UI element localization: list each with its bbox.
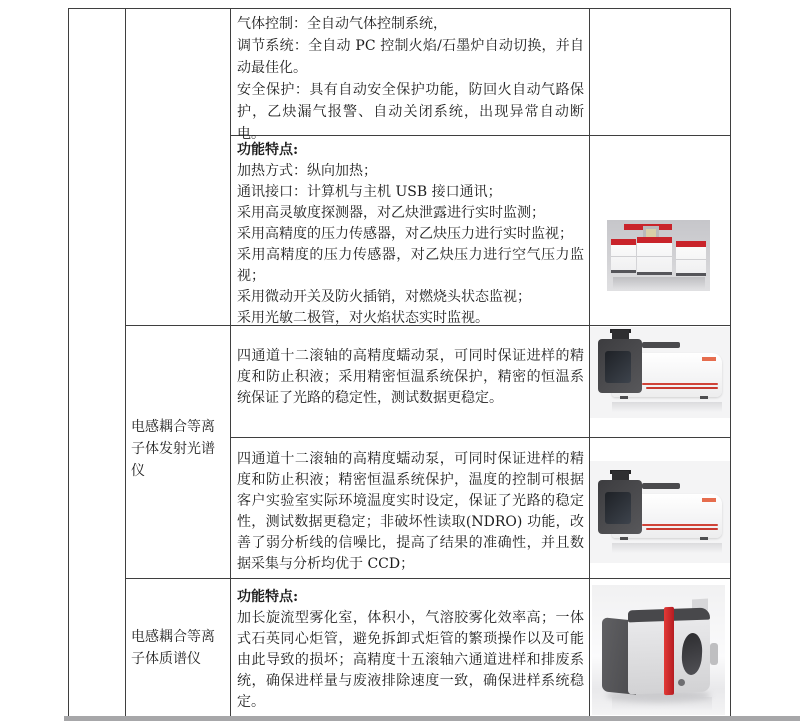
icp-oes-instrument-photo-2 [590, 461, 730, 563]
table-border-col1-left [68, 8, 69, 718]
ms-photo-port-circle [678, 679, 685, 686]
aas-feature-item: 采用微动开关及防火插销，对燃烧头状态监视； [237, 289, 531, 305]
oes-photo-foot [620, 396, 628, 399]
aas-feature-item: 采用高精度的压力传感器，对乙炔压力进行实时监视； [237, 226, 573, 242]
oes-photo-dark-housing [598, 480, 642, 534]
icp-ms-instrument-photo [592, 585, 725, 715]
oes-photo-foot [620, 537, 628, 540]
ms-photo-red-band [664, 607, 674, 695]
oes-photo-red-stripe [642, 524, 718, 526]
table-border-top [68, 8, 731, 9]
aas-photo-seam [637, 256, 672, 257]
aas-photo-right-cabinet [676, 241, 706, 276]
oes-photo-foot [700, 396, 708, 399]
icp-oes-label: 电感耦合等离子体发射光谱仪 [131, 419, 215, 479]
aas-photo-seam [611, 256, 636, 257]
aas-photo-red-top [676, 241, 706, 247]
page-bottom-cut-bar [64, 716, 800, 721]
aas-photo-left-cabinet [611, 239, 636, 273]
icp-oes-row2-cell [237, 449, 584, 575]
oes-photo-dark-housing [598, 339, 642, 393]
table-border-col3-left [230, 8, 231, 718]
oes-photo-red-stripe [642, 383, 718, 385]
aas-adjust-system-line: 调节系统：全自动 PC 控制火焰/石墨炉自动切换，并自动最佳化。 [237, 38, 584, 76]
icp-ms-features-cell [237, 587, 584, 713]
oes-photo-top-deck [642, 342, 680, 348]
table-border-right [730, 8, 731, 718]
aas-photo-red-top [637, 237, 672, 243]
aas-safety-line: 安全保护：具有自动安全保护功能，防回火自动气路保护，乙炔漏气报警、自动关闭系统，出现异常自动断电。 [237, 82, 584, 142]
aas-gas-control-cell [237, 13, 584, 145]
icp-ms-features-heading: 功能特点: [237, 589, 299, 605]
oes-photo-brand-logo [702, 498, 716, 502]
aas-feature-item: 采用高精度的压力传感器，对乙炔压力进行空气压力监视； [237, 247, 584, 284]
icp-oes-row1-text: 四通道十二滚轴的高精度蠕动泵，可同时保证进样的精度和防止积液；采用精密恒温系统保护，精密的恒温系统保证了光路的稳定性，测试数据更稳定。 [237, 348, 584, 406]
oes-photo-foot [700, 537, 708, 540]
oes-photo-reflection [612, 402, 722, 412]
aas-gas-control-line: 气体控制：全自动气体控制系统， [237, 16, 447, 32]
oes-photo-sample-window [605, 351, 631, 383]
aas-feature-item: 通讯接口：计算机与主机 USB 接口通讯； [237, 184, 502, 200]
oes-photo-reflection [612, 543, 722, 553]
table-border-col2-left [125, 8, 126, 718]
aas-features-cell [237, 140, 584, 329]
aas-feature-item: 加热方式：纵向加热； [237, 163, 377, 179]
aas-photo-seam [676, 259, 706, 260]
icp-oes-row1-cell [237, 346, 584, 409]
icp-ms-features-text: 加长旋流型雾化室，体积小，气溶胶雾化效率高；一体式石英同心炬管，避免拆卸式炬管的繁琐操作以及可能由此导致的损坏；高精度十五滚轴六通道进样和排废系统，确保进样量与废液排除速度一致，确保进样系统稳定。 [237, 610, 584, 710]
aas-photo-red-top [611, 239, 636, 245]
oes-photo-brand-logo [702, 357, 716, 361]
ms-photo-reflection [612, 697, 712, 711]
icp-ms-label: 电感耦合等离子体质谱仪 [131, 629, 215, 667]
oes-photo-sample-window [605, 492, 631, 524]
table-row-divider-4 [125, 578, 731, 579]
oes-photo-top-deck [642, 483, 680, 489]
ms-photo-side-attachment [710, 643, 718, 665]
icp-oes-photo-art [590, 468, 730, 559]
oes-photo-red-stripe [646, 387, 718, 389]
aas-features-heading: 功能特点: [237, 142, 299, 158]
icp-oes-photo-art [590, 327, 730, 418]
aas-feature-item: 采用光敏二极管，对火焰状态实时监视。 [237, 310, 489, 326]
aas-photo-reflection [613, 277, 705, 289]
aas-photo-main-cabinet [637, 237, 672, 275]
aas-instrument-photo [607, 220, 710, 291]
icp-oes-instrument-photo-1 [590, 327, 730, 418]
icp-oes-row2-text: 四通道十二滚轴的高精度蠕动泵，可同时保证进样的精度和防止积液；精密恒温系统保护，温度的控制可根据客户实验室实际环境温度实时设定，保证了光路的稳定性，测试数据更稳定；非破坏性读取(NDRO) 功能，改善了弱分析线的信噪比，提高了结果的准确性，并且数据采集与分析均优于 CCD； [237, 451, 584, 572]
aas-feature-item: 采用高灵敏度探测器，对乙炔泄露进行实时监测； [237, 205, 545, 221]
table-row-divider-3 [230, 437, 731, 438]
oes-photo-red-stripe [646, 528, 718, 530]
